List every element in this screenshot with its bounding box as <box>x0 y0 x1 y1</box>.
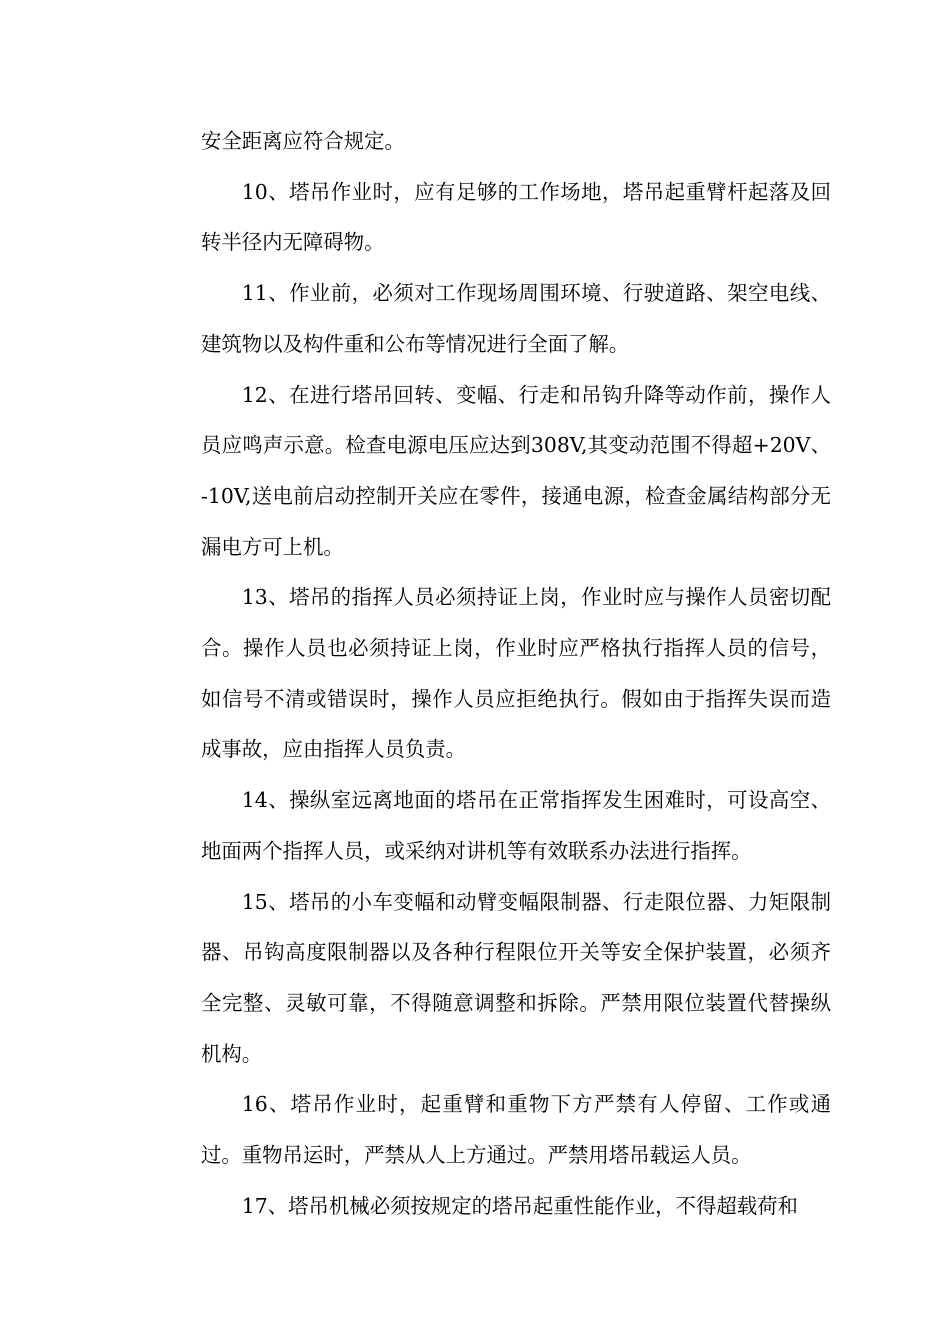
paragraph-item-15: 15、塔吊的小车变幅和动臂变幅限制器、行走限位器、力矩限制器、吊钩高度限制器以及各种行程限位开关等安全保护装置，必须齐全完整、灵敏可靠，不得随意调整和拆除。严禁用限位装置代替操纵机构。 <box>201 889 831 1066</box>
document-body <box>201 116 831 1231</box>
paragraph-continuation: 安全距离应符合规定。 <box>201 129 405 153</box>
paragraph-item-12: 12、在进行塔吊回转、变幅、行走和吊钩升降等动作前，操作人员应鸣声示意。检查电源电压应达到308V,其变动范围不得超+20V、-10V,送电前启动控制开关应在零件，接通电源，检查金属结构部分无漏电方可上机。 <box>201 382 831 559</box>
paragraph-item-10: 10、塔吊作业时，应有足够的工作场地，塔吊起重臂杆起落及回转半径内无障碍物。 <box>201 179 831 255</box>
paragraph-item-11: 11、作业前，必须对工作现场周围环境、行驶道路、架空电线、建筑物以及构件重和公布等情况进行全面了解。 <box>201 281 831 356</box>
paragraph-item-17: 17、塔吊机械必须按规定的塔吊起重性能作业，不得超载荷和 <box>241 1193 798 1218</box>
paragraph-item-14: 14、操纵室远离地面的塔吊在正常指挥发生困难时，可设高空、地面两个指挥人员，或采纳对讲机等有效联系办法进行指挥。 <box>201 788 831 863</box>
paragraph-item-16: 16、塔吊作业时，起重臂和重物下方严禁有人停留、工作或通过。重物吊运时，严禁从人上方通过。严禁用塔吊载运人员。 <box>201 1092 831 1168</box>
paragraph-item-13: 13、塔吊的指挥人员必须持证上岗，作业时应与操作人员密切配合。操作人员也必须持证上岗，作业时应严格执行指挥人员的信号，如信号不清或错误时，操作人员应拒绝执行。假如由于指挥失误而造成事故，应由指挥人员负责。 <box>201 585 831 762</box>
